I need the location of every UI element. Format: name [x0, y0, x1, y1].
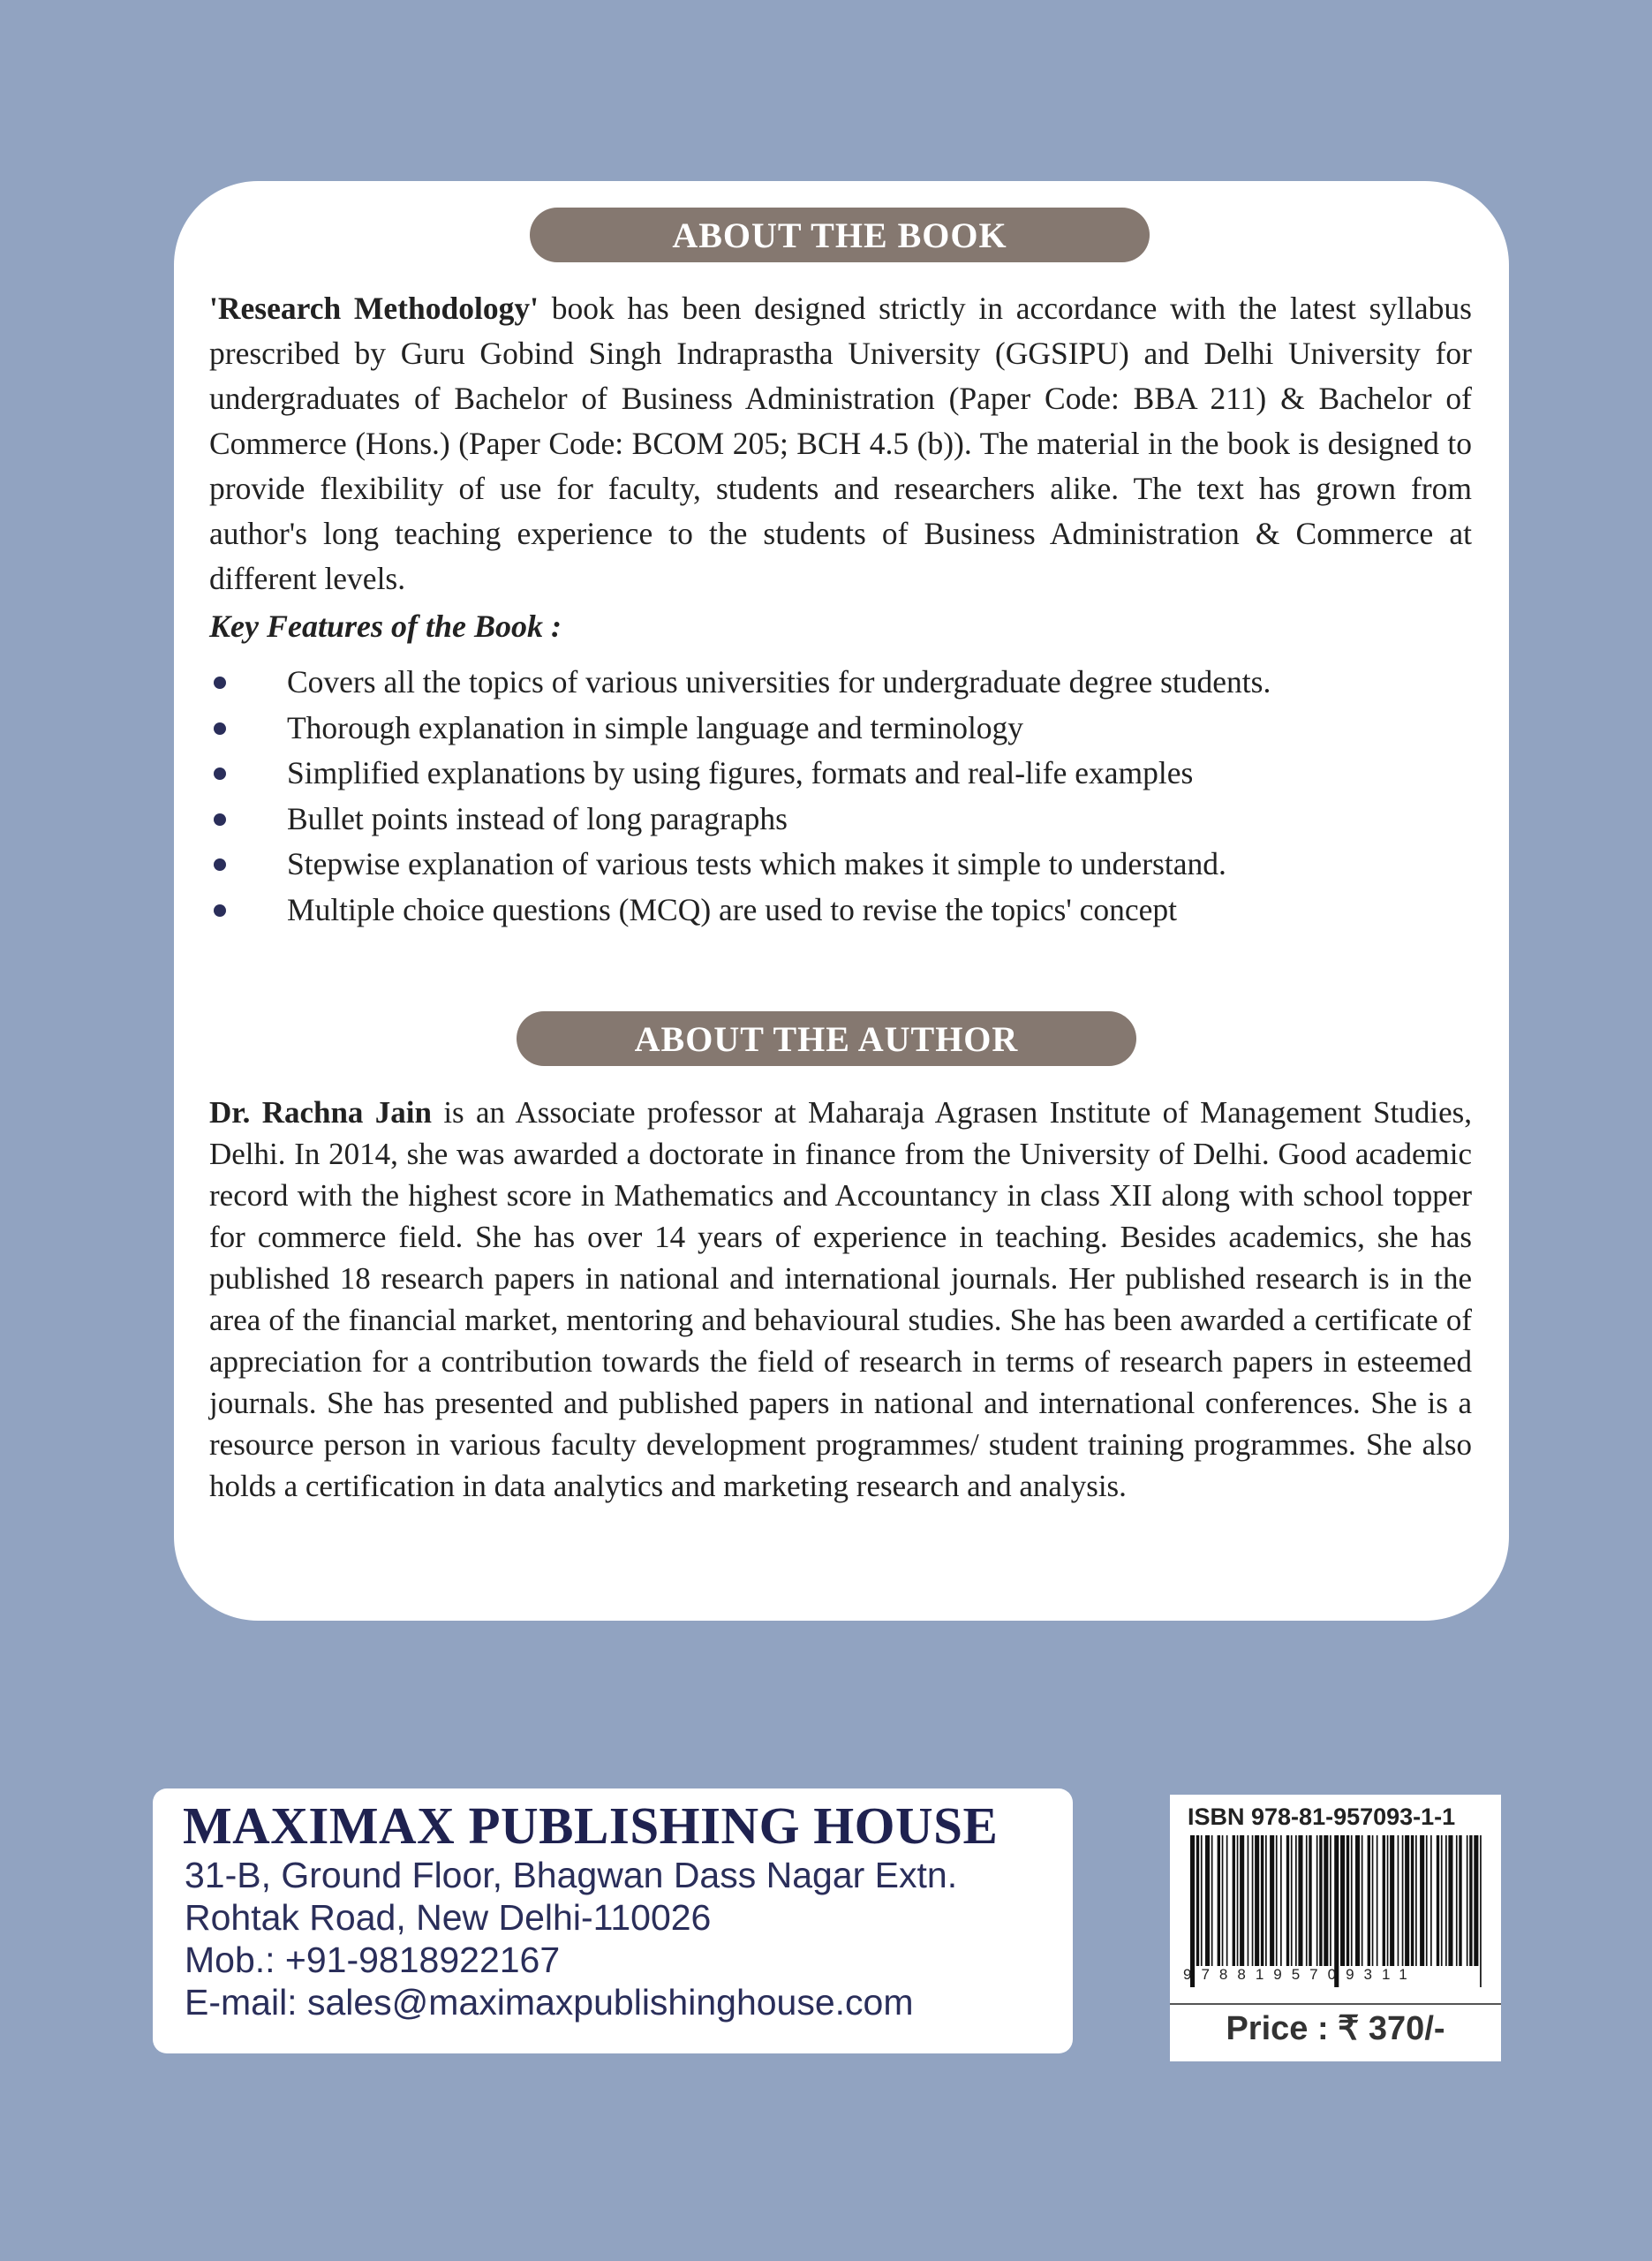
- about-author-heading: ABOUT THE AUTHOR: [517, 1011, 1136, 1066]
- list-item: Bullet points instead of long paragraphs: [209, 797, 1472, 843]
- bullet-icon: [214, 677, 226, 689]
- isbn-label: ISBN 978-81-957093-1-1: [1188, 1804, 1456, 1830]
- publisher-mobile: Mob.: +91-9818922167: [185, 1940, 561, 1980]
- publisher-name: MAXIMAX PUBLISHING HOUSE: [183, 1796, 999, 1855]
- price-label: Price : ₹ 370/-: [1226, 2010, 1445, 2047]
- list-item: Simplified explanations by using figures, formats and real-life examples: [209, 751, 1472, 797]
- bullet-icon: [214, 858, 226, 871]
- list-item: Multiple choice questions (MCQ) are used to revise the topics' concept: [209, 888, 1472, 934]
- author-name: Dr. Rachna Jain: [209, 1095, 432, 1130]
- bullet-icon: [214, 904, 226, 917]
- bullet-icon: [214, 768, 226, 780]
- list-item: Stepwise explanation of various tests which makes it simple to understand.: [209, 842, 1472, 888]
- key-features-list: [209, 660, 1472, 933]
- about-book-paragraph: [209, 286, 1472, 601]
- publisher-address-line1: 31-B, Ground Floor, Bhagwan Dass Nagar Extn.: [185, 1855, 958, 1895]
- list-item: Covers all the topics of various universities for undergraduate degree students.: [209, 660, 1472, 706]
- bullet-icon: [214, 722, 226, 735]
- author-bio: is an Associate professor at Maharaja Agrasen Institute of Management Studies, Delhi. In 2014, she was awarded a doctorate in finance from the University of Delhi. Good academic record with the highest score in Mathematics and Accountancy in class XII along with school topper for commerce field. She has over 14 years of experience in teaching. Besides academics, she has published 18 research papers in national and international journals. Her published research is in the area of the financial market, mentoring and behavioural studies. She has been awarded a certificate of appreciation for a contribution towards the field of research in terms of research papers in esteemed journals. She has presented and published papers in national and international conferences. She is a resource person in various faculty development programmes/ student training programmes. She also holds a certification in data analytics and marketing research and analysis.: [209, 1095, 1472, 1503]
- barcode-digits: 9788195709311: [1183, 1966, 1417, 1983]
- list-item: Thorough explanation in simple language and terminology: [209, 706, 1472, 752]
- key-features-heading: Key Features of the Book :: [209, 609, 562, 644]
- about-author-paragraph: [209, 1092, 1472, 1507]
- publisher-address-line2: Rohtak Road, New Delhi-110026: [185, 1897, 712, 1938]
- book-title: 'Research Methodology': [209, 291, 539, 326]
- bullet-icon: [214, 813, 226, 826]
- about-book-heading: ABOUT THE BOOK: [530, 208, 1150, 262]
- publisher-email: E-mail: sales@maximaxpublishinghouse.com: [185, 1982, 914, 2023]
- book-description: book has been designed strictly in accordance with the latest syllabus prescribed by Guru Gobind Singh Indraprastha University (GGSIPU) and Delhi University for undergraduates of Bachelor of Business Administration (Paper Code: BBA 211) & Bachelor of Commerce (Hons.) (Paper Code: BCOM 205; BCH 4.5 (b)). The material in the book is designed to provide flexibility of use for faculty, students and researchers alike. The text has grown from author's long teaching experience to the students of Business Administration & Commerce at different levels.: [209, 291, 1472, 596]
